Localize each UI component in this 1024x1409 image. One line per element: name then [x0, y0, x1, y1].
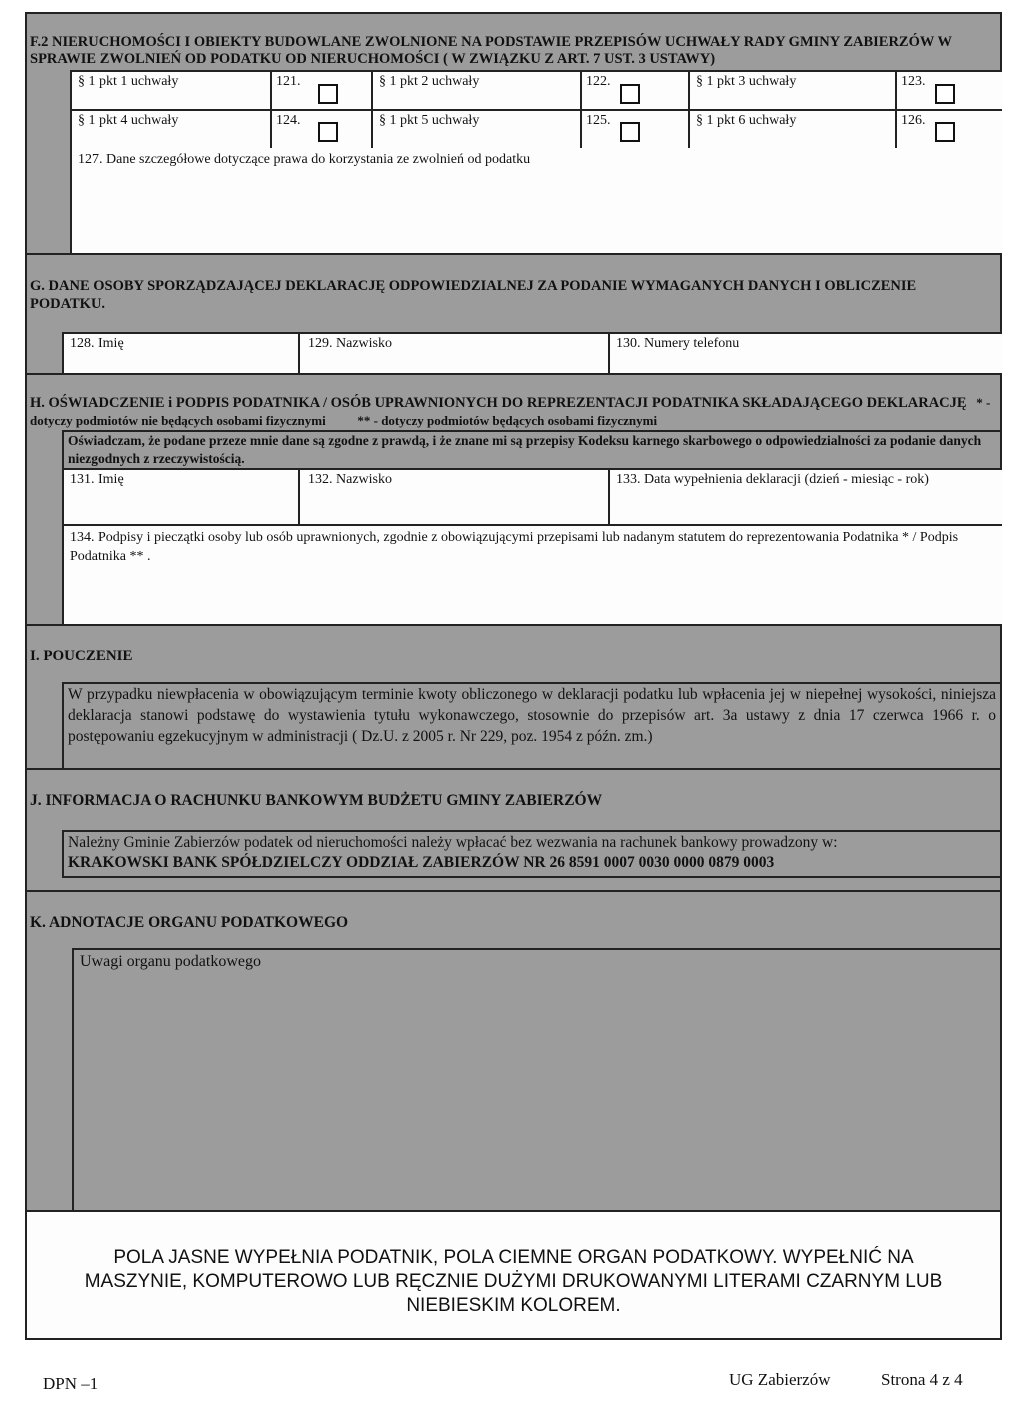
f2-item-label: § 1 pkt 6 uchwały — [696, 113, 797, 128]
f2-item-label: § 1 pkt 2 uchwały — [379, 74, 480, 89]
f2-item-label: § 1 pkt 4 uchwały — [78, 113, 179, 128]
j-text: Należny Gminie Zabierzów podatek od nieruchomości należy wpłacać bez wezwania na rachunek bankowy prowadzony w: — [68, 834, 838, 851]
section-k-header: K. ADNOTACJE ORGANU PODATKOWEGO — [30, 914, 349, 931]
g-fields-row — [62, 332, 1002, 375]
g-sep — [608, 332, 610, 375]
footer-form-code: DPN –1 — [43, 1374, 99, 1393]
field-first-name-label: 128. Imię — [70, 336, 124, 351]
f2-details-label: 127. Dane szczegółowe dotyczące prawa do korzystania ze zwolnień od podatku — [78, 152, 531, 167]
footer-office: UG Zabierzów — [729, 1370, 831, 1389]
section-h-note2: ** - dotyczy podmiotów będących osobami fizycznymi — [357, 413, 658, 428]
f2-item-num: 121. — [276, 74, 301, 89]
f2-row-1 — [70, 70, 1002, 111]
g-sep — [298, 332, 300, 375]
f2-item-num: 126. — [901, 113, 926, 128]
k-notes-box — [72, 948, 1002, 1212]
section-h-header — [30, 394, 998, 430]
field-date-label: 133. Data wypełnienia deklaracji (dzień - miesiąc - rok) — [616, 472, 929, 487]
field-phone-label: 130. Numery telefonu — [616, 336, 740, 351]
checkbox-122[interactable] — [620, 84, 640, 104]
field-last-name-label: 129. Nazwisko — [308, 336, 392, 351]
f2-item-num: 123. — [901, 74, 926, 89]
k-notes-label: Uwagi organu podatkowego — [80, 953, 261, 970]
notice-line-1: POLA JASNE WYPEŁNIA PODATNIK, POLA CIEMNE ORGAN PODATKOWY. WYPEŁNIĆ NA — [113, 1247, 914, 1268]
f2-item-label: § 1 pkt 1 uchwały — [78, 74, 179, 89]
section-h-title: H. OŚWIADCZENIE i PODPIS PODATNIKA / OSÓB UPRAWNIONYCH DO REPREZENTACJI PODATNIKA SKŁADAJĄCEGO DEKLARACJĘ — [30, 395, 967, 411]
section-h-note1: * - dotyczy podmiotów nie będących osobami fizycznymi — [30, 395, 991, 428]
h-signature-label: 134. Podpisy i pieczątki osoby lub osób uprawnionych, zgodnie z obowiązującymi przepisami lub nadanym statutem do reprezentowania Podatnika * / Podpis Podatnika ** . — [70, 530, 959, 564]
f2-item-num: 124. — [276, 113, 301, 128]
checkbox-123[interactable] — [935, 84, 955, 104]
f2-item-label: § 1 pkt 3 uchwały — [696, 74, 797, 89]
notice-line-3: NIEBIESKIM KOLOREM. — [406, 1295, 621, 1316]
f2-sep — [270, 70, 272, 150]
f2-sep — [895, 70, 897, 150]
section-j-header: J. INFORMACJA O RACHUNKU BANKOWYM BUDŻETU GMINY ZABIERZÓW — [30, 792, 603, 809]
section-i-header: I. POUCZENIE — [30, 648, 133, 664]
f2-item-num: 122. — [586, 74, 611, 89]
h-statement: Oświadczam, że podane przeze mnie dane są zgodne z prawdą, i że znane mi są przepisy Kodeksu karnego skarbowego o odpowiedzialności za podanie danych niezgodnych z rzeczywistością. — [68, 433, 982, 466]
f2-sep — [688, 70, 690, 150]
field-signer-first-name-label: 131. Imię — [70, 472, 124, 487]
h-sep — [608, 468, 610, 526]
notice-line-2: MASZYNIE, KOMPUTEROWO LUB RĘCZNIE DUŻYMI DRUKOWANYMI LITERAMI CZARNYM LUB — [84, 1271, 943, 1292]
f2-item-num: 125. — [586, 113, 611, 128]
section-f2-header: F.2 NIERUCHOMOŚCI I OBIEKTY BUDOWLANE ZWOLNIONE NA PODSTAWIE PRZEPISÓW UCHWAŁY RADY GMINY ZABIERZÓW W SPRAWIE ZWOLNIEŃ OD PODATKU OD NIERUCHOMOŚCI ( W ZWIĄZKU Z ART. 7 UST. 3 USTAWY) — [30, 34, 952, 67]
checkbox-126[interactable] — [935, 122, 955, 142]
f2-sep — [371, 70, 373, 150]
f2-row-2 — [70, 109, 1002, 150]
j-bank: KRAKOWSKI BANK SPÓŁDZIELCZY ODDZIAŁ ZABIERZÓW NR 26 8591 0007 0030 0000 0879 0003 — [68, 854, 775, 871]
h-sep — [298, 468, 300, 526]
checkbox-125[interactable] — [620, 122, 640, 142]
field-signer-last-name-label: 132. Nazwisko — [308, 472, 392, 487]
f2-sep — [580, 70, 582, 150]
i-text: W przypadku niewpłacenia w obowiązującym terminie kwoty obliczonego w deklaracji podatku lub wpłacenia jej w niepełnej wysokości, niniejsza deklaracja stanowi podstawę do wystawienia tytułu wykonawczego, stosownie do przepisów art. 3a ustawy z dnia 17 czerwca 1966 r. o postępowaniu egzekucyjnym w administracji ( Dz.U. z 2005 r. Nr 229, poz. 1954 z późn. zm.) — [68, 686, 996, 745]
checkbox-124[interactable] — [318, 122, 338, 142]
footer-page-number: Strona 4 z 4 — [881, 1370, 963, 1389]
section-g-header: G. DANE OSOBY SPORZĄDZAJĄCEJ DEKLARACJĘ ODPOWIEDZIALNEJ ZA PODANIE WYMAGANYCH DANYCH I OBLICZENIE PODATKU. — [30, 278, 917, 312]
f2-item-label: § 1 pkt 5 uchwały — [379, 113, 480, 128]
checkbox-121[interactable] — [318, 84, 338, 104]
